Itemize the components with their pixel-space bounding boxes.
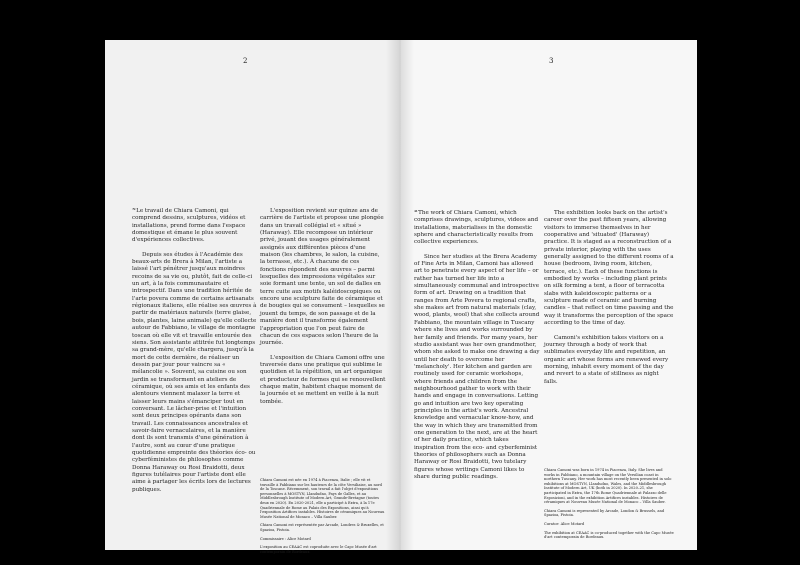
right-column-2	[544, 210, 674, 393]
left-bio-note: Chiara Camoni est née en 1974 à Piacenza, Italie ; elle vit et travaille à Fabbiano sur les hauteurs de la côte Versiliaise, au nord de la Toscane. Récemment, son travail a fait l'objet d'expositions personnelles à MOSTYN, Llandudno, Pays de Galles, et au Middlesbrough Institute of Modern Art, Grande-Bretagne (toutes deux en 2020). En 2020-2021, elle a participé à Extra, à la 17e Quadriennale de Rome au Palais des Expositions, ainsi qu'à l'exposition Artifices instables. Histoires de céramiques au Nouveau Musée National de Monaco – Villa Sauber.	[260, 478, 385, 519]
right-coproduction-note: The exhibition at CEAAC is co-produced together with the Capc Musée d'art contemporain de Bordeaux.	[544, 530, 674, 540]
page-number-left: 2	[243, 57, 248, 65]
left-colophon	[260, 478, 386, 558]
left-body-paragraph: Depuis ses études à l'Académie des beaux-arts de Brera à Milan, l'artiste a laissé l'art pénétrer jusqu'aux moindres recoins de sa vie ou, plutôt, fait de celle-ci un art, à la fois communautaire et introspectif. Dans une tradition héritée de l'arte povera comme de certains artisanats régionaux italiens, elle réalise ses œuvres à partir de matériaux naturels (terre glaise, bois, plantes, laine animale) qu'elle collecte autour de Fabbiano, le village de montagne toscan où elle vit et travaille entourée des siens. Son assistante attitrée fut longtemps sa grand-mère, qu'elle chargera, jusqu'à la mort de cette dernière, de réaliser un dessin par jour pour vaincre sa « mélancolie ». Souvent, sa cuisine ou son jardin se transforment en ateliers de céramique, où ses amis et les enfants des alentours viennent malaxer la terre et laisser leurs mains s'émanciper tout en conversant. Le lâcher-prise et l'intuition sont deux principes opérants dans son travail. Les connaissances ancestrales et savoir-faire vernaculaires, et la manière dont ils sont transmis d'une génération à l'autre, sont au cœur d'une pratique quotidienne empreinte des théories éco- ou cyberféministes de philosophes comme Donna Haraway ou Rosi Braidotti, deux figures tutélaires pour l'artiste dont elle aime à partager les écrits lors de lectures publiques.	[132, 251, 257, 493]
left-exhibition-paragraph-1: L'exposition revient sur quinze ans de carrière de l'artiste et propose une plongée dans un travail collégial et « situé » (Haraway). Elle recompose un intérieur privé, jouant des usages généralement assignés aux différentes pièces d'une maison (les chambres, le salon, la cuisine, la terrasse, etc.). À chacune de ces fonctions répondent des œuvres – parmi lesquelles des impressions végétales sur soie formant une tente, un sol de dalles en terre cuite aux motifs kaléidoscopiques ou encore une sculpture faite de céramique et de bougies qui se consument – lesquelles se jouent du temps, de son passage et de la manière dont il transforme également l'appropriation que l'on peut faire de chacun de ces espaces selon l'heure de la journée.	[260, 208, 385, 347]
right-exhibition-paragraph-1: The exhibition looks back on the artist's career over the past fifteen years, allowing visitors to immerse themselves in her cooperative and 'situated' (Haraway) practice. It is staged as a reconstruction of a private interior, playing with the uses generally assigned to the different rooms of a house (bedroom, living room, kitchen, terrace, etc.). Each of these functions is embodied by works – including plant prints on silk forming a tent, a floor of terracotta slabs with kaleidoscopic patterns or a sculpture made of ceramic and burning candles – that reflect on time passing and the way it transforms the perception of the space according to the time of day.	[544, 210, 674, 327]
left-intro-paragraph: ⁷⁹ Le travail de Chiara Camoni, qui comprend dessins, sculptures, vidéos et installations, prend forme dans l'espace domestique et émane le plus souvent d'expériences collectives.	[132, 208, 246, 244]
quote-mark-icon: ⁷⁹	[132, 208, 137, 214]
right-page	[399, 40, 697, 550]
quote-mark-icon: ⁴⁴	[414, 210, 419, 216]
right-curator-note: Curator: Alice Motard	[544, 521, 585, 526]
left-curator-note: Commissaire : Alice Motard	[260, 536, 311, 541]
left-exhibition-paragraph-2: L'exposition de Chiara Camoni offre une traversée dans une pratique qui sublime le quotidien et la répétition, un art organique et producteur de formes qui se renouvellent chaque matin, habitent chaque moment de la journée et se mettent en veille à la nuit tombée.	[260, 354, 386, 405]
left-representation-note: Chiara Camoni est représentée par Arcade, Londres & Bruxelles, et Spazioa, Pistoia.	[260, 523, 384, 532]
page-number-right: 3	[549, 57, 554, 65]
right-colophon	[544, 468, 674, 544]
left-page	[105, 40, 401, 554]
left-coproduction-note: L'exposition au CEAAC est coproduite avec le Capc Musée d'art contemporain de Bordeaux.	[260, 545, 377, 554]
right-exhibition-paragraph-2: Camoni's exhibition takes visitors on a journey through a body of work that sublimates everyday life and repetition, an organic art whose forms are renewed every morning, inhabit every moment of the day and revert to a state of stillness as night falls.	[544, 334, 669, 385]
right-intro-paragraph: ⁴⁴ The work of Chiara Camoni, which comprises drawings, sculptures, videos and installations, materialises in the domestic sphere and characteristically results from collective experiences.	[414, 210, 539, 246]
right-bio-note: Chiara Camoni was born in 1974 in Piacenza, Italy. She lives and works in Fabbiano, a mountain village on the Versilian coast in northern Tuscany. Her work has most recently been presented in solo exhibitions at MOSTYN, Llandudno, Wales, and the Middlesbrough Institute of Modern Art, UK (both in 2020). In 2020–21, she participated in Extra, the 17th Rome Quadriennale at Palazzo delle Esposizioni, and in the exhibition Artifices instables. Histoires de céramiques at Nouveau Musée National de Monaco – Villa Sauber.	[544, 468, 672, 505]
right-representation-note: Chiara Camoni is represented by Arcade, London & Brussels, and Spazioa, Pistoia.	[544, 508, 665, 518]
left-column-1	[132, 208, 257, 501]
right-column-1	[414, 210, 540, 488]
right-body-paragraph: Since her studies at the Brera Academy of Fine Arts in Milan, Camoni has allowed art to penetrate every aspect of her life – or rather has turned her life into a simultaneously communal and introspective form of art. Drawing on a tradition that ranges from Arte Povera to regional crafts, she makes art from natural materials (clay, wood, plants, wool) that she collects around Fabbiano, the mountain village in Tuscany where she lives and works surrounded by her family and friends. For many years, her studio assistant was her own grandmother, whom she asked to make one drawing a day until her death to overcome her 'melancholy'. Her kitchen and garden are routinely used for ceramic workshops, where friends and children from the neighbourhood gather to work with their hands and engage in conversations. Letting go and intuition are two key operating principles in the artist's work. Ancestral knowledge and vernacular know-how, and the way in which they are transmitted from one generation to the next, are at the heart of her daily practice, which takes inspiration from the eco- and cyberfeminist theories of philosophers such as Donna Haraway or Rosi Braidotti, two tutelary figures whose writings Camoni likes to share during public readings.	[414, 253, 540, 481]
left-column-2	[260, 208, 386, 413]
